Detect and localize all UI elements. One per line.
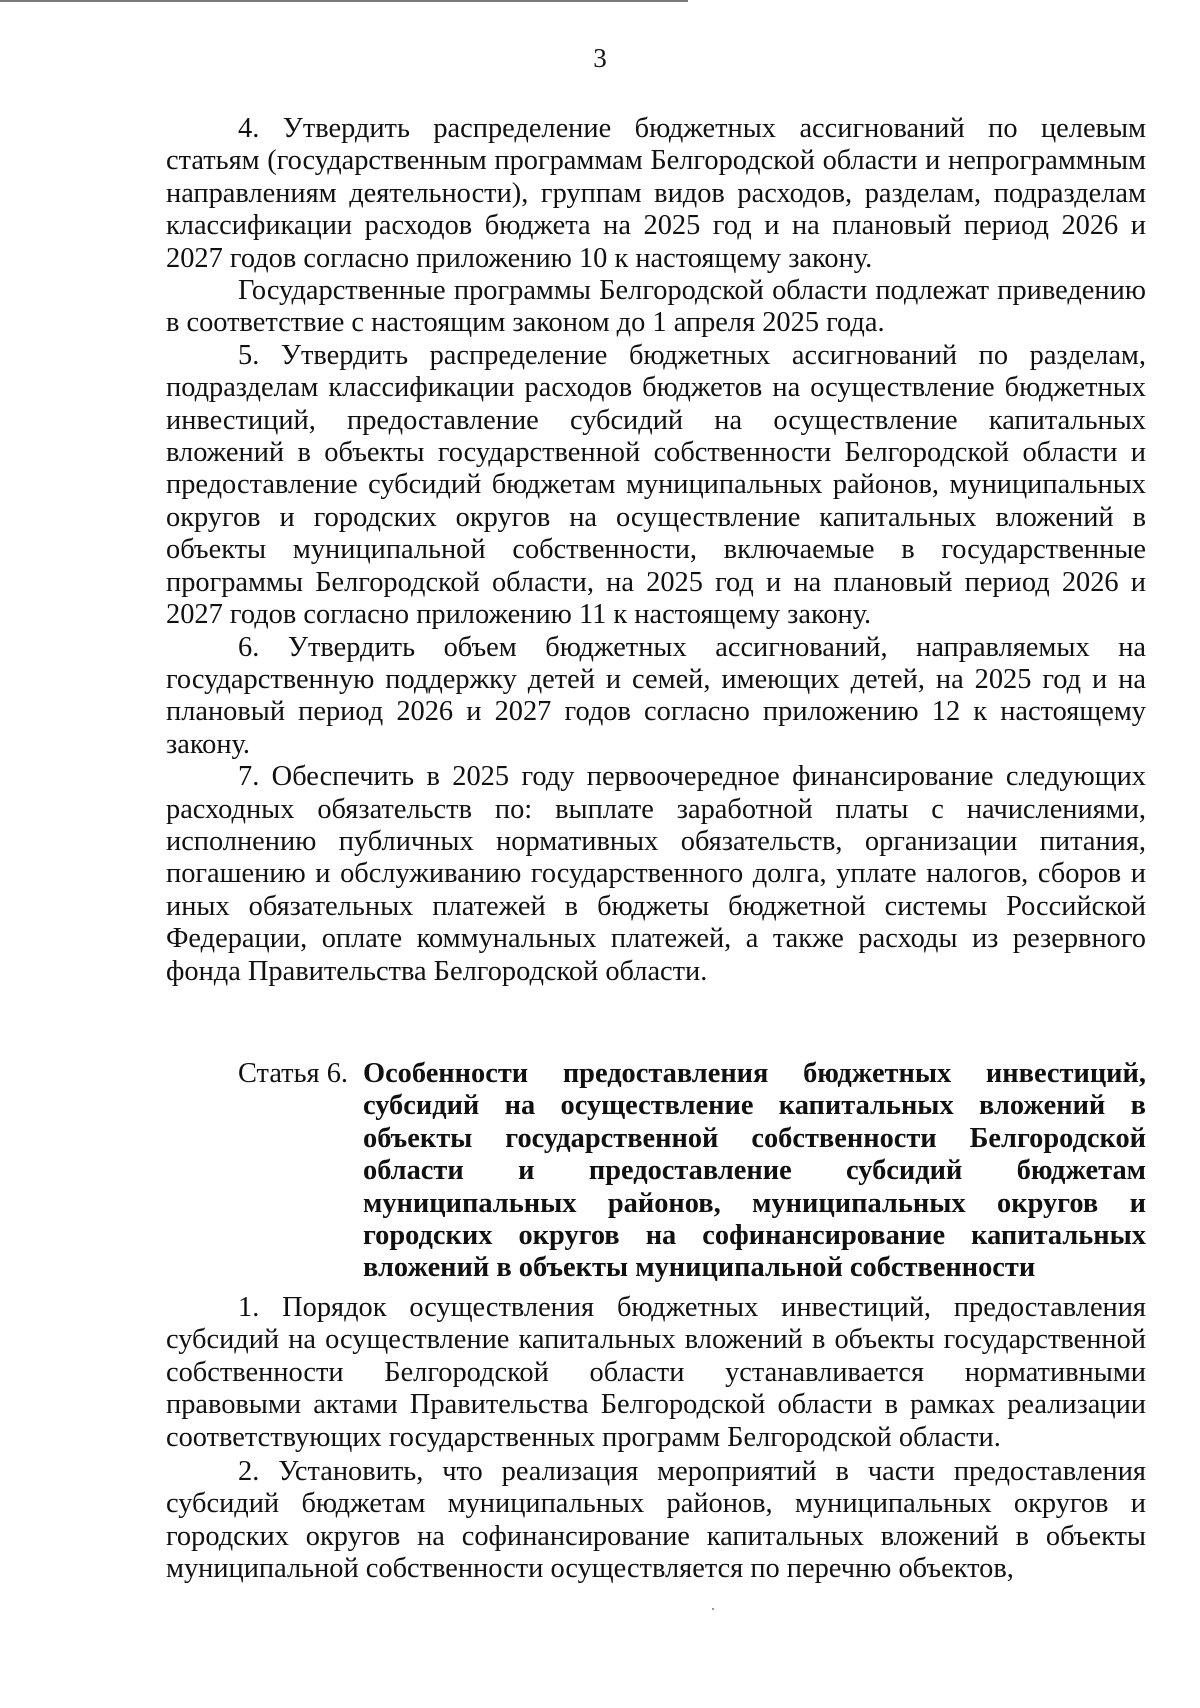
article-heading — [166, 1058, 1146, 1285]
paragraph-item-7: 7. Обеспечить в 2025 году первоочередное финансирование следующих расходных обязательств по: выплате заработной платы с начислениями, исполнению публичных нормативных обязательств, организации питания, погашению и обслуживанию государственного долга, уплате налогов, сборов и иных обязательных платежей в бюджеты бюджетной системы Российской Федерации, оплате коммунальных платежей, а также расходы из резервного фонда Правительства Белгородской области. — [166, 761, 1146, 987]
paragraph-item-5: 5. Утвердить распределение бюджетных ассигнований по разделам, подразделам классификации расходов бюджетов на осуществление бюджетных инвестиций, предоставление субсидий на осуществление капитальных вложений в объекты государственной собственности Белгородской области и предоставление субсидий бюджетам муниципальных районов, муниципальных округов и городских округов на осуществление капитальных вложений в объекты муниципальной собственности, включаемые в государственные программы Белгородской области, на 2025 год и на плановый период 2026 и 2027 годов согласно приложению 11 к настоящему закону. — [166, 339, 1146, 631]
paragraph-item-4: 4. Утвердить распределение бюджетных ассигнований по целевым статьям (государственным программам Белгородской области и непрограммным направлениям деятельности), группам видов расходов, разделам, подразделам классификации расходов бюджета на 2025 год и на плановый период 2026 и 2027 годов согласно приложению 10 к настоящему закону. — [166, 113, 1146, 274]
scan-speck — [712, 1608, 714, 1610]
paragraph-item-6: 6. Утвердить объем бюджетных ассигнований, направляемых на государственную поддержку детей и семей, имеющих детей, на 2025 год и на плановый период 2026 и 2027 годов согласно приложению 12 к настоящему закону. — [166, 631, 1146, 760]
paragraph-state-programs: Государственные программы Белгородской области подлежат приведению в соответствие с настоящим законом до 1 апреля 2025 года. — [166, 275, 1146, 339]
article-paragraph-1: 1. Порядок осуществления бюджетных инвестиций, предоставления субсидий на осуществление капитальных вложений в объекты государственной собственности Белгородской области устанавливается нормативными правовыми актами Правительства Белгородской области в рамках реализации соответствующих государственных программ Белгородской области. — [166, 1292, 1146, 1453]
article-body — [166, 1292, 1146, 1586]
page-number: 3 — [593, 43, 607, 73]
article-title: Особенности предоставления бюджетных инвестиций, субсидий на осуществление капитальных вложений в объекты государственной собственности Белгородской области и предоставление субсидий бюджетам муниципальных районов, муниципальных округов и городских округов на софинансирование капитальных вложений в объекты муниципальной собственности — [363, 1058, 1146, 1284]
document-body — [166, 113, 1146, 988]
article-label: Статья 6. — [238, 1058, 348, 1089]
article-paragraph-2: 2. Установить, что реализация мероприятий в части предоставления субсидий бюджетам муниципальных районов, муниципальных округов и городских округов на софинансирование капитальных вложений в объекты муниципальной собственности осуществляется по перечню объектов, — [166, 1456, 1146, 1585]
page-top-border — [0, 0, 688, 2]
